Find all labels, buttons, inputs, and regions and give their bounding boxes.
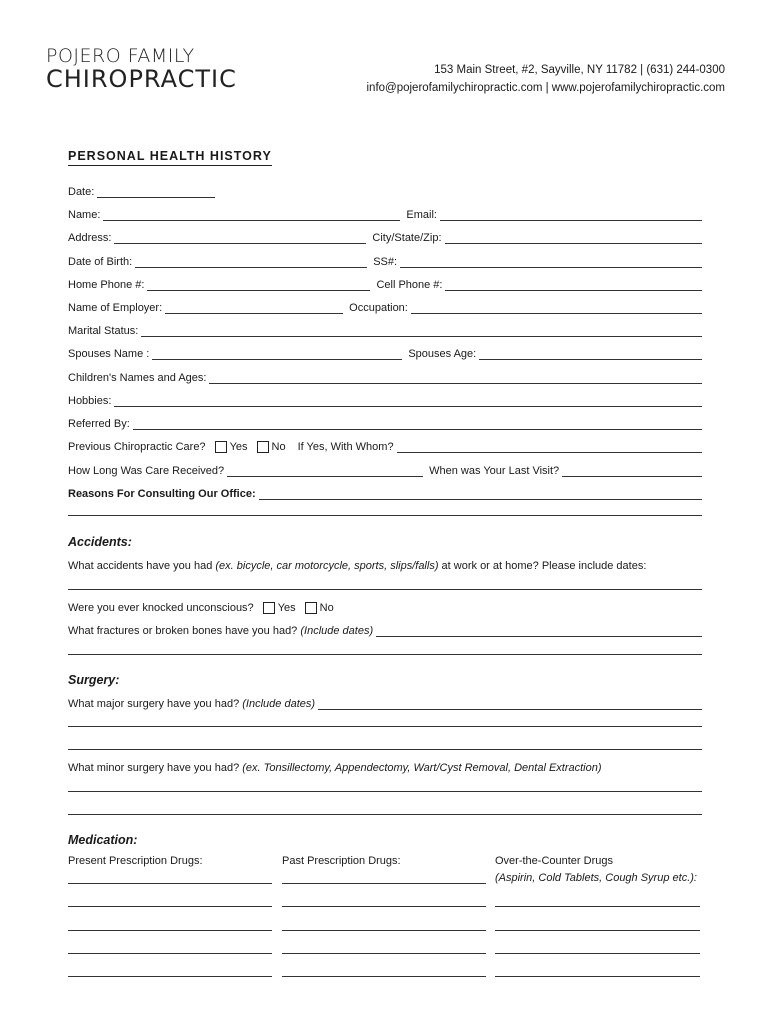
date-label: Date: [68, 186, 95, 198]
present-drugs-line-4[interactable] [68, 953, 272, 954]
contact-address-phone: 153 Main Street, #2, Sayville, NY 11782 | (631) 244-0300 [434, 64, 725, 76]
ss-field[interactable] [400, 257, 702, 268]
present-drugs-line-5[interactable] [68, 976, 272, 977]
dob-row [68, 254, 702, 268]
how-long-row [68, 463, 702, 477]
accidents-question-row [68, 558, 702, 572]
minor-surgery-label: What minor surgery have you had? (ex. Tonsillectomy, Appendectomy, Wart/Cyst Removal, Dental Extraction) [68, 762, 602, 774]
referred-label: Referred By: [68, 418, 130, 430]
unconscious-no-label: No [319, 602, 334, 614]
spouse-age-field[interactable] [479, 349, 702, 360]
reasons-label: Reasons For Consulting Our Office: [68, 488, 256, 500]
contact-info [367, 61, 726, 97]
reasons-field[interactable] [259, 489, 702, 500]
minor-surgery-line-2[interactable] [68, 814, 702, 815]
unconscious-no-checkbox[interactable] [305, 602, 317, 614]
email-field[interactable] [440, 210, 702, 221]
address-field[interactable] [114, 233, 366, 244]
contact-email-web: info@pojerofamilychiropractic.com | www.pojerofamilychiropractic.com [366, 82, 725, 94]
cell-phone-field[interactable] [445, 280, 702, 291]
fractures-row [68, 623, 702, 637]
children-row [68, 370, 702, 384]
phone-row [68, 277, 702, 291]
hobbies-field[interactable] [114, 396, 702, 407]
past-drugs-label: Past Prescription Drugs: [282, 855, 401, 867]
referred-row [68, 416, 702, 430]
name-row [68, 207, 702, 221]
present-drugs-line-2[interactable] [68, 906, 272, 907]
spouse-name-label: Spouses Name : [68, 348, 150, 360]
otc-drugs-line-2[interactable] [495, 930, 700, 931]
cell-phone-label: Cell Phone #: [376, 279, 443, 291]
otc-drugs-label: Over-the-Counter Drugs [495, 855, 613, 867]
prev-care-yes-label: Yes [229, 441, 248, 453]
spouse-name-field[interactable] [152, 349, 402, 360]
unconscious-label: Were you ever knocked unconscious? [68, 602, 254, 614]
minor-surgery-row [68, 760, 702, 774]
dob-label: Date of Birth: [68, 256, 133, 268]
past-drugs-line-3[interactable] [282, 930, 486, 931]
date-row [68, 184, 702, 198]
employer-label: Name of Employer: [68, 302, 163, 314]
if-yes-label: If Yes, With Whom? [297, 441, 394, 453]
how-long-label: How Long Was Care Received? [68, 465, 225, 477]
city-field[interactable] [445, 233, 703, 244]
hobbies-label: Hobbies: [68, 395, 112, 407]
present-drugs-label: Present Prescription Drugs: [68, 855, 203, 867]
past-drugs-line-1[interactable] [282, 883, 486, 884]
children-label: Children's Names and Ages: [68, 372, 207, 384]
accidents-answer-line[interactable] [68, 589, 702, 590]
address-row [68, 230, 702, 244]
unconscious-yes-label: Yes [277, 602, 296, 614]
medication-heading: Medication: [68, 833, 138, 847]
form-title: PERSONAL HEALTH HISTORY [68, 149, 272, 166]
surgery-heading: Surgery: [68, 673, 120, 687]
brand-line-1: POJERO FAMILY [46, 45, 195, 67]
prev-care-yes-checkbox[interactable] [215, 441, 227, 453]
name-label: Name: [68, 209, 101, 221]
marital-label: Marital Status: [68, 325, 139, 337]
date-field[interactable] [97, 187, 215, 198]
brand-logo [46, 46, 237, 92]
major-surgery-label: What major surgery have you had? (Include dates) [68, 698, 316, 710]
occupation-label: Occupation: [349, 302, 408, 314]
prev-care-row [68, 439, 702, 453]
past-drugs-line-2[interactable] [282, 906, 486, 907]
fractures-label: What fractures or broken bones have you had? (Include dates) [68, 625, 374, 637]
present-drugs-line-1[interactable] [68, 883, 272, 884]
unconscious-yes-checkbox[interactable] [263, 602, 275, 614]
otc-drugs-sublabel: (Aspirin, Cold Tablets, Cough Syrup etc.): [495, 872, 697, 884]
how-long-field[interactable] [227, 466, 423, 477]
present-drugs-line-3[interactable] [68, 930, 272, 931]
home-phone-label: Home Phone #: [68, 279, 145, 291]
spouse-row [68, 346, 702, 360]
name-field[interactable] [103, 210, 400, 221]
major-surgery-row [68, 696, 702, 710]
minor-surgery-line-1[interactable] [68, 791, 702, 792]
ss-label: SS#: [373, 256, 398, 268]
email-label: Email: [406, 209, 437, 221]
last-visit-label: When was Your Last Visit? [429, 465, 560, 477]
accidents-question: What accidents have you had (ex. bicycle, car motorcycle, sports, slips/falls) at work or at home? Please include dates: [68, 560, 647, 572]
city-label: City/State/Zip: [372, 232, 442, 244]
past-drugs-line-5[interactable] [282, 976, 486, 977]
otc-drugs-line-4[interactable] [495, 976, 700, 977]
otc-drugs-line-3[interactable] [495, 953, 700, 954]
home-phone-field[interactable] [147, 280, 370, 291]
prev-care-no-checkbox[interactable] [257, 441, 269, 453]
reasons-row [68, 486, 702, 500]
marital-field[interactable] [141, 326, 702, 337]
otc-drugs-line-1[interactable] [495, 906, 700, 907]
fractures-field[interactable] [376, 626, 702, 637]
spouse-age-label: Spouses Age: [408, 348, 477, 360]
major-surgery-line-2[interactable] [68, 726, 702, 727]
marital-row [68, 323, 702, 337]
referred-field[interactable] [133, 419, 702, 430]
prev-care-label: Previous Chiropractic Care? [68, 441, 206, 453]
employer-row [68, 300, 702, 314]
fractures-field-line-2[interactable] [68, 654, 702, 655]
employer-field[interactable] [165, 303, 343, 314]
accidents-heading: Accidents: [68, 535, 132, 549]
occupation-field[interactable] [411, 303, 702, 314]
children-field[interactable] [209, 373, 702, 384]
last-visit-field[interactable] [562, 466, 702, 477]
reasons-field-line-2[interactable] [68, 515, 702, 516]
brand-line-2: CHIROPRACTIC [46, 65, 237, 93]
address-label: Address: [68, 232, 112, 244]
major-surgery-line-3[interactable] [68, 749, 702, 750]
if-yes-field[interactable] [397, 442, 702, 453]
hobbies-row [68, 393, 702, 407]
major-surgery-field[interactable] [318, 699, 702, 710]
dob-field[interactable] [135, 257, 367, 268]
past-drugs-line-4[interactable] [282, 953, 486, 954]
prev-care-no-label: No [271, 441, 286, 453]
unconscious-row [68, 600, 702, 614]
